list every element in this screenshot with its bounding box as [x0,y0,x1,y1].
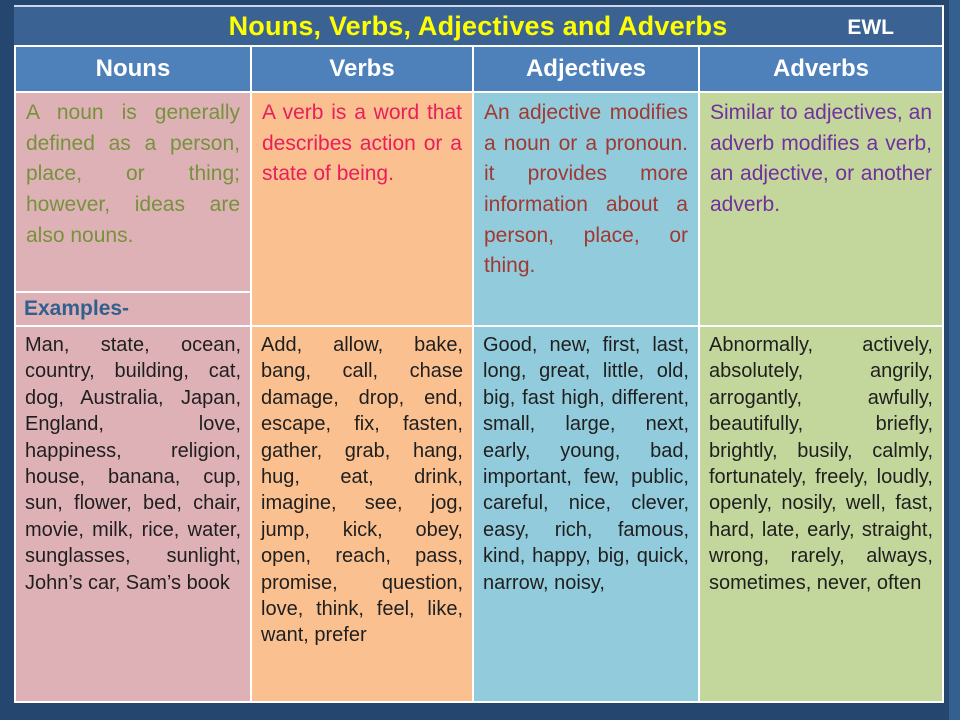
definition-verbs: A verb is a word that describes action or a state of being. [252,93,472,325]
column-header-nouns: Nouns [16,47,250,91]
title-bar [14,5,944,45]
definition-nouns: A noun is generally defined as a person, place, or thing; however, ideas are also nouns. [16,93,250,291]
examples-label: Examples- [16,293,250,325]
watermark-label: EWL [847,16,894,39]
examples-nouns: Man, state, ocean, country, building, cat, dog, Australia, Japan, England, love, happiness, religion, house, banana, cup, sun, flower, bed, chair, movie, milk, rice, water, sunglasses, sunlight, John’s car, Sam’s book [16,327,250,701]
grammar-table [14,5,944,703]
definition-adverbs: Similar to adjectives, an adverb modifies a verb, an adjective, or another adverb. [700,93,942,325]
column-header-adverbs: Adverbs [700,47,942,91]
column-header-adjectives: Adjectives [474,47,698,91]
definition-adjectives: An adjective modifies a noun or a pronoun. it provides more information about a person, place, or thing. [474,93,698,325]
slide-right-edge [949,0,960,720]
slide-title: Nouns, Verbs, Adjectives and Adverbs [228,10,728,41]
column-header-verbs: Verbs [252,47,472,91]
examples-adverbs: Abnormally, actively, absolutely, angrily, arrogantly, awfully, beautifully, briefly, brightly, busily, calmly, fortunately, freely, loudly, openly, nosily, well, fast, hard, late, early, straight, wrong, rarely, always, sometimes, never, often [700,327,942,701]
table-grid [14,45,944,703]
examples-verbs: Add, allow, bake, bang, call, chase damage, drop, end, escape, fix, fasten, gather, grab, hang, hug, eat, drink, imagine, see, jog, jump, kick, obey, open, reach, pass, promise, question, love, think, feel, like, want, prefer [252,327,472,701]
examples-adjectives: Good, new, first, last, long, great, little, old, big, fast high, different, small, large, next, early, young, bad, important, few, public, careful, nice, clever, easy, rich, famous, kind, happy, big, quick, narrow, noisy, [474,327,698,701]
